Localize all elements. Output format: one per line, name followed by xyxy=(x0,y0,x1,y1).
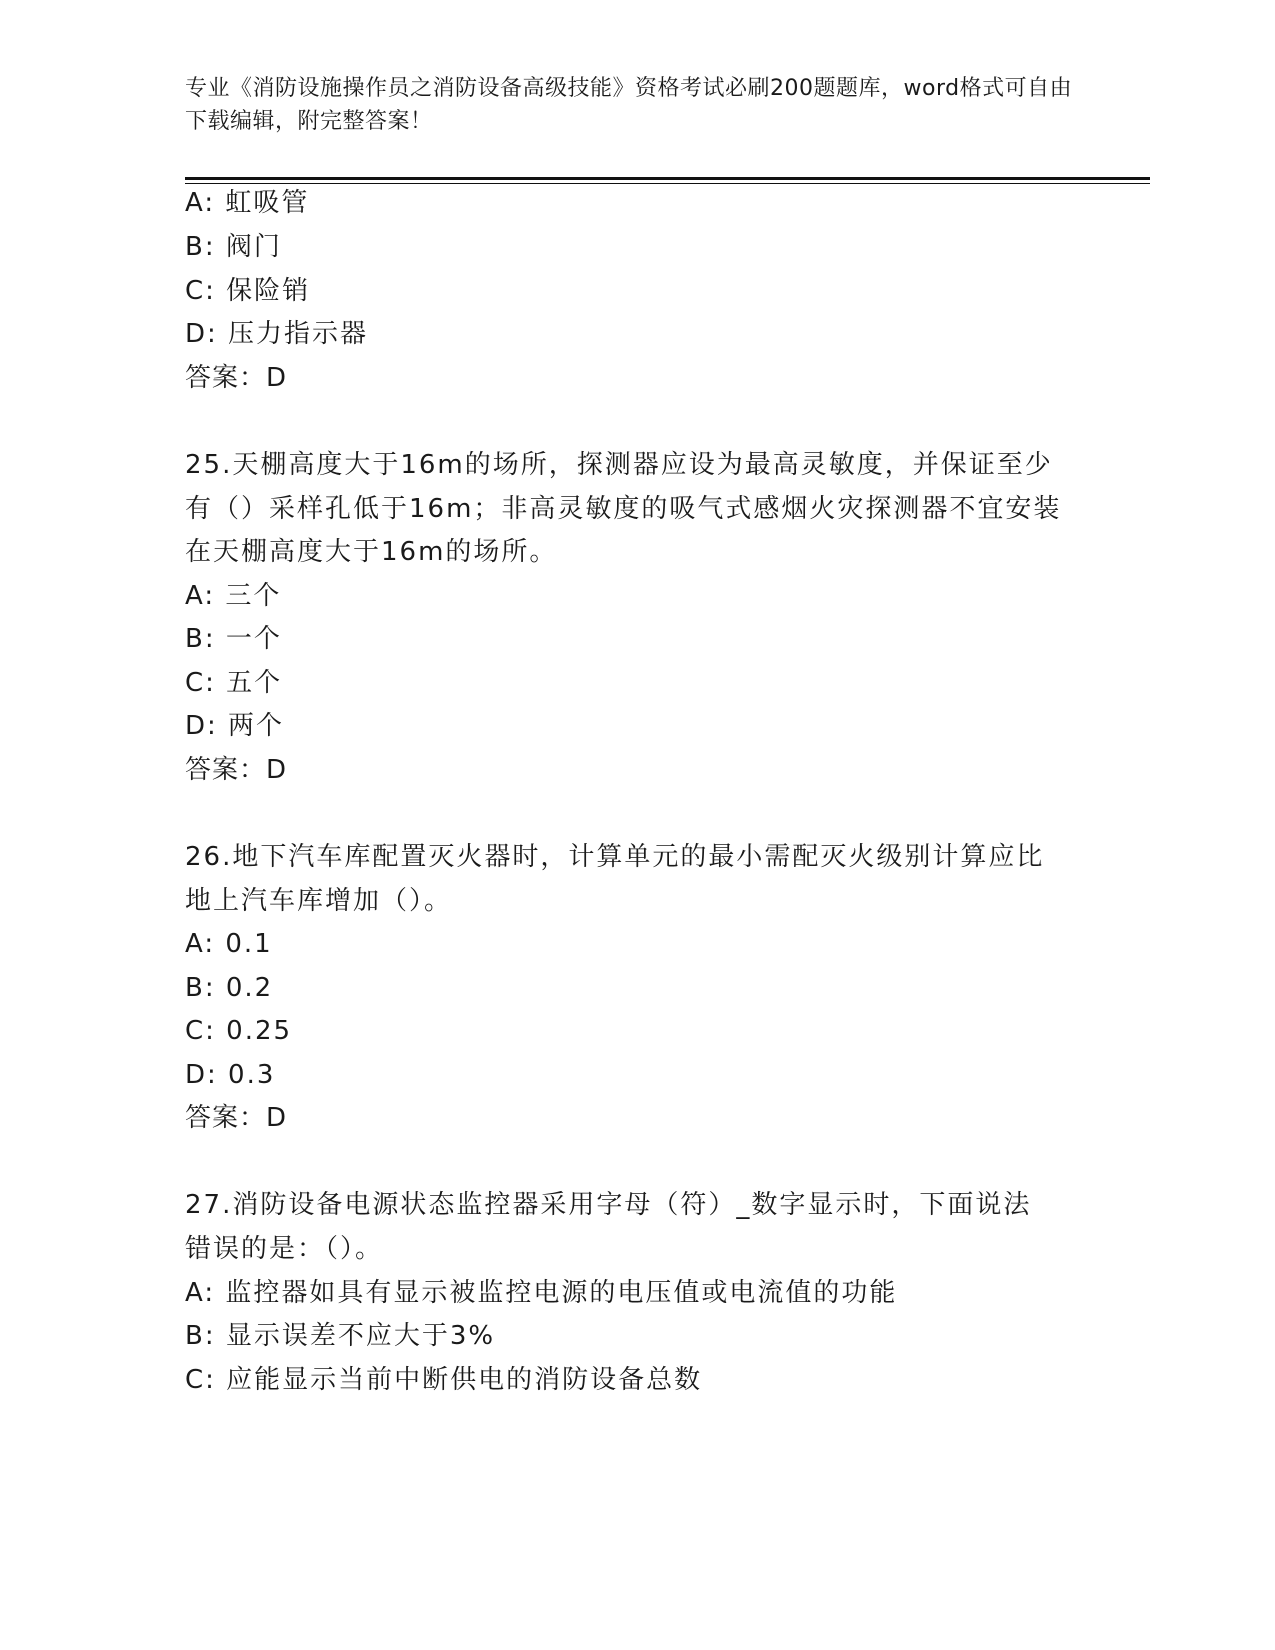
q24-option-b: B: 阀门 xyxy=(185,232,282,262)
q24-option-c: C: 保险销 xyxy=(185,276,311,306)
q27-option-b: B: 显示误差不应大于3% xyxy=(185,1321,496,1351)
q25-option-b: B: 一个 xyxy=(185,624,282,654)
q27-text-line-1: 27.消防设备电源状态监控器采用字母（符）_数字显示时，下面说法 xyxy=(185,1190,1032,1220)
q24-option-a: A: 虹吸管 xyxy=(185,188,310,218)
header-divider-thin xyxy=(185,183,1150,184)
q25-text-line-3: 在天棚高度大于16m的场所。 xyxy=(185,537,558,567)
q24-answer: 答案：D xyxy=(185,363,288,393)
q26-option-b: B: 0.2 xyxy=(185,973,274,1003)
q26-option-c: C: 0.25 xyxy=(185,1016,293,1046)
document-header: 专业《消防设施操作员之消防设备高级技能》资格考试必刷200题题库，word格式可自由下载编辑，附完整答案！ xyxy=(185,76,1073,134)
q27-option-a: A: 监控器如具有显示被监控电源的电压值或电流值的功能 xyxy=(185,1278,898,1308)
q26-text-line-2: 地上汽车库增加（）。 xyxy=(185,886,453,916)
q25-text-line-1: 25.天棚高度大于16m的场所，探测器应设为最高灵敏度，并保证至少 xyxy=(185,450,1053,480)
q25-option-c: C: 五个 xyxy=(185,668,283,698)
q26-text-line-1: 26.地下汽车库配置灭火器时，计算单元的最小需配灭火级别计算应比 xyxy=(185,842,1045,872)
q25-option-a: A: 三个 xyxy=(185,581,282,611)
q26-answer: 答案：D xyxy=(185,1103,288,1133)
q25-text-line-2: 有（）采样孔低于16m；非高灵敏度的吸气式感烟火灾探测器不宜安装 xyxy=(185,494,1062,524)
q25-answer: 答案：D xyxy=(185,755,288,785)
q27-text-line-2: 错误的是：（）。 xyxy=(185,1234,384,1264)
q24-option-d: D: 压力指示器 xyxy=(185,319,369,349)
header-divider-thick xyxy=(185,177,1150,180)
q27-option-c: C: 应能显示当前中断供电的消防设备总数 xyxy=(185,1365,703,1395)
q25-option-d: D: 两个 xyxy=(185,711,285,741)
q26-option-d: D: 0.3 xyxy=(185,1060,276,1090)
q26-option-a: A: 0.1 xyxy=(185,929,273,959)
